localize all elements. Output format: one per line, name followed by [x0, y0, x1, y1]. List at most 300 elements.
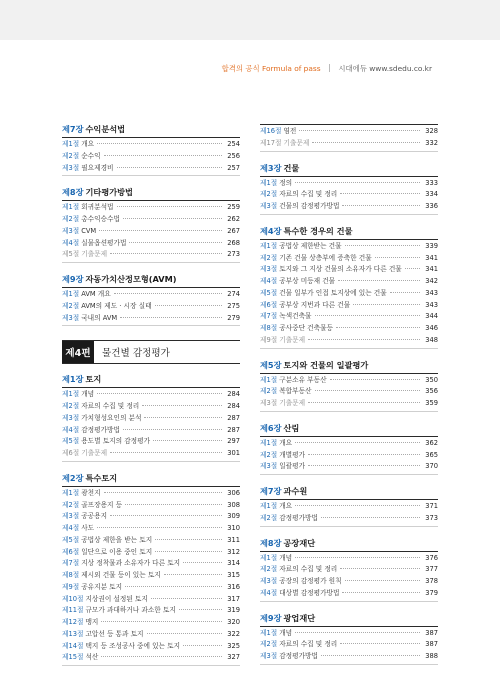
toc-entry[interactable] — [260, 264, 438, 276]
toc-entry[interactable] — [260, 241, 438, 253]
dot-leader — [308, 454, 420, 455]
dot-leader — [308, 339, 420, 340]
chapter-number: 제9장 — [260, 612, 282, 623]
entry-section-number: 제1절 — [260, 375, 278, 384]
entry-page-number: 379 — [425, 588, 438, 597]
toc-entry[interactable] — [62, 151, 240, 163]
entry-label: 석산 — [85, 653, 99, 662]
entry-list — [260, 552, 438, 602]
chapter-title: 산림 — [283, 422, 300, 433]
entry-page-number: 339 — [425, 241, 438, 250]
entry-section-number: 제3절 — [260, 577, 278, 585]
toc-entry[interactable] — [260, 300, 438, 312]
entry-label: 개념 — [279, 628, 293, 637]
entry-label: 일단으로 이용 중인 토지 — [81, 547, 153, 556]
entry-page-number: 376 — [425, 553, 438, 562]
dot-leader — [153, 440, 222, 441]
chapter-heading[interactable] — [260, 423, 438, 437]
chapter-heading[interactable] — [260, 486, 438, 500]
toc-entry[interactable] — [62, 511, 240, 523]
dot-leader — [390, 292, 420, 293]
chapter-title: 토지 — [85, 374, 102, 385]
entry-label: 광천지 — [81, 488, 101, 497]
header-tagline-en: Formula of pass — [261, 64, 321, 73]
entry-page-number: 311 — [227, 535, 240, 544]
entry-label: CVM — [81, 226, 97, 235]
toc-entry[interactable] — [62, 582, 240, 594]
dot-leader — [315, 315, 421, 316]
toc-entry[interactable] — [260, 398, 438, 410]
toc-entry[interactable] — [260, 513, 438, 525]
dot-leader — [155, 539, 222, 540]
dot-leader — [295, 632, 420, 633]
toc-entry[interactable] — [62, 594, 240, 606]
entry-page-number: 256 — [227, 151, 240, 160]
entry-label: 구분소유 부동산 — [279, 375, 327, 384]
dot-leader — [312, 142, 420, 143]
dot-leader — [110, 452, 222, 453]
toc-entry[interactable] — [62, 249, 240, 261]
entry-page-number: 284 — [227, 402, 240, 410]
dot-leader — [110, 515, 222, 516]
entry-label: 대상별 감정평가방법 — [279, 588, 340, 597]
dot-leader — [183, 645, 222, 646]
entry-page-number: 254 — [227, 140, 240, 148]
entry-section-number: 제2절 — [260, 513, 278, 522]
entry-label: 개념 — [81, 390, 95, 399]
toc-entry[interactable] — [62, 547, 240, 559]
entry-section-number: 제1절 — [260, 502, 278, 510]
chapter-number: 제6장 — [260, 422, 282, 433]
toc-entry[interactable] — [62, 401, 240, 413]
entry-page-number: 274 — [227, 290, 240, 298]
dot-leader — [151, 598, 222, 599]
entry-page-number: 387 — [425, 640, 438, 649]
toc-entry[interactable] — [62, 500, 240, 512]
toc-entry[interactable] — [260, 253, 438, 265]
dot-leader — [142, 405, 222, 406]
entry-label: 사도 — [81, 524, 95, 532]
entry-label: 기출문제 — [81, 449, 108, 457]
entry-page-number: 373 — [425, 513, 438, 522]
chapter-section — [260, 423, 438, 475]
entry-list — [260, 125, 438, 152]
part-heading — [62, 340, 240, 364]
dot-leader — [101, 621, 222, 622]
entry-list — [260, 177, 438, 215]
chapter-title: 수익분석법 — [85, 124, 126, 134]
entry-label: 기출문제 — [279, 399, 306, 407]
entry-page-number: 336 — [425, 202, 438, 210]
chapter-section — [62, 274, 240, 326]
entry-label: 순수익 — [81, 151, 101, 160]
header-url: www.sdedu.co.kr — [369, 64, 432, 73]
entry-label: 토지와 그 지상 건물의 소유자가 다른 건물 — [279, 265, 402, 274]
toc-entry[interactable] — [260, 386, 438, 398]
toc-entry[interactable] — [62, 448, 240, 460]
toc-entry[interactable] — [260, 178, 438, 190]
toc-entry[interactable] — [260, 553, 438, 565]
toc-entry[interactable] — [260, 189, 438, 201]
entry-section-number: 제3절 — [62, 163, 80, 172]
toc-entry[interactable] — [62, 413, 240, 425]
dot-leader — [315, 390, 421, 391]
entry-section-number: 제11절 — [62, 606, 84, 615]
entry-section-number: 제4절 — [260, 588, 278, 597]
entry-section-number: 제1절 — [260, 178, 278, 187]
entry-page-number: 297 — [227, 437, 240, 446]
entry-section-number: 제3절 — [260, 265, 278, 274]
dot-leader — [155, 551, 222, 552]
entry-label: 공유지분 토지 — [81, 582, 123, 591]
toc-entry[interactable] — [62, 389, 240, 401]
entry-section-number: 제3절 — [62, 413, 80, 422]
entry-page-number: 341 — [425, 265, 438, 274]
dot-leader — [299, 130, 420, 131]
toc-entry[interactable] — [62, 226, 240, 238]
dot-leader — [340, 568, 420, 569]
chapter-section — [260, 613, 438, 665]
toc-entry[interactable] — [260, 564, 438, 576]
dot-leader — [164, 574, 222, 575]
toc-entry[interactable] — [62, 214, 240, 226]
entry-section-number: 제17절 — [260, 138, 282, 147]
entry-page-number: 284 — [227, 390, 240, 399]
entry-page-number: 268 — [227, 238, 240, 247]
toc-entry[interactable] — [260, 276, 438, 288]
chapter-number: 제4장 — [260, 225, 282, 236]
entry-label: 실물옵션평가법 — [81, 238, 127, 247]
entry-section-number: 제5절 — [62, 437, 80, 446]
toc-entry[interactable] — [62, 652, 240, 664]
entry-list — [260, 437, 438, 475]
page-header — [222, 63, 432, 74]
dot-leader — [342, 205, 420, 206]
entry-page-number: 257 — [227, 163, 240, 172]
toc-entry[interactable] — [62, 289, 240, 301]
entry-page-number: 356 — [425, 387, 438, 396]
entry-page-number: 317 — [227, 594, 240, 603]
entry-label: 총수익승수법 — [81, 215, 120, 223]
entry-section-number: 제1절 — [62, 203, 80, 212]
entry-page-number: 306 — [227, 488, 240, 497]
entry-section-number: 제5절 — [62, 535, 80, 544]
dot-leader — [125, 586, 222, 587]
chapter-heading[interactable] — [260, 163, 438, 177]
entry-page-number: 342 — [425, 277, 438, 285]
entry-page-number: 314 — [227, 559, 240, 568]
dot-leader — [330, 379, 420, 380]
chapter-number: 제5장 — [260, 359, 282, 370]
entry-section-number: 제9절 — [260, 335, 278, 344]
entry-page-number: 287 — [227, 413, 240, 422]
chapter-title: 토지와 건물의 일괄평가 — [283, 359, 369, 370]
toc-entry[interactable] — [62, 641, 240, 653]
toc-entry[interactable] — [260, 201, 438, 213]
entry-label: 개별평가 — [279, 450, 306, 459]
entry-section-number: 제3절 — [62, 313, 80, 322]
dot-leader — [120, 317, 222, 318]
part-number: 제4편 — [62, 341, 94, 363]
dot-leader — [97, 393, 222, 394]
entry-label: 감정평가방법 — [279, 513, 318, 522]
dot-leader — [144, 417, 222, 418]
chapter-heading[interactable] — [260, 226, 438, 240]
entry-section-number: 제3절 — [260, 462, 278, 471]
toc-column-right — [260, 124, 438, 676]
toc-entry[interactable] — [260, 138, 438, 150]
entry-list — [62, 138, 240, 176]
dot-leader — [117, 206, 223, 207]
chapter-section — [62, 473, 240, 666]
chapter-heading[interactable] — [260, 613, 438, 627]
toc-entry[interactable] — [62, 558, 240, 570]
entry-section-number: 제3절 — [62, 226, 80, 235]
entry-page-number: 319 — [227, 606, 240, 615]
dot-leader — [179, 609, 222, 610]
toc-entry[interactable] — [260, 651, 438, 663]
dot-leader — [295, 442, 420, 443]
dot-leader — [295, 557, 420, 558]
dot-leader — [342, 592, 420, 593]
toc-entry[interactable] — [260, 323, 438, 335]
dot-leader — [340, 643, 420, 644]
chapter-section — [62, 374, 240, 462]
entry-section-number: 제1절 — [260, 553, 278, 562]
entry-label: 개요 — [81, 140, 95, 148]
toc-entry[interactable] — [62, 313, 240, 325]
entry-section-number: 제6절 — [260, 300, 278, 309]
dot-leader — [97, 527, 222, 528]
chapter-heading[interactable] — [62, 374, 240, 388]
entry-page-number: 333 — [425, 178, 438, 187]
chapter-heading[interactable] — [260, 538, 438, 552]
dot-leader — [147, 633, 223, 634]
header-divider — [329, 64, 330, 72]
dot-leader — [295, 505, 420, 506]
entry-label: 공법상 제한을 받는 토지 — [81, 535, 153, 544]
entry-section-number: 제3절 — [260, 202, 278, 210]
chapter-section — [62, 124, 240, 176]
toc-entry[interactable] — [62, 139, 240, 151]
entry-page-number: 348 — [425, 335, 438, 344]
entry-label: 자료의 수집 및 정리 — [279, 190, 338, 199]
toc-entry[interactable] — [62, 629, 240, 641]
entry-section-number: 제6절 — [62, 547, 80, 556]
entry-label: 가치형성요인의 분석 — [81, 413, 142, 422]
entry-section-number: 제2절 — [260, 253, 278, 262]
entry-page-number: 312 — [227, 547, 240, 556]
dot-leader — [321, 517, 420, 518]
entry-section-number: 제6절 — [62, 449, 80, 457]
toc-entry[interactable] — [260, 461, 438, 473]
entry-label: 복합부동산 — [279, 387, 312, 396]
entry-label: 공부상 미등재 건물 — [279, 277, 336, 285]
entry-section-number: 제4절 — [62, 524, 80, 532]
chapter-heading[interactable] — [62, 473, 240, 487]
dot-leader — [155, 305, 222, 306]
chapter-heading[interactable] — [62, 124, 240, 138]
entry-section-number: 제10절 — [62, 594, 84, 603]
entry-page-number: 388 — [425, 652, 438, 660]
dot-leader — [353, 304, 420, 305]
chapter-section — [260, 226, 438, 349]
entry-page-number: 320 — [227, 618, 240, 626]
entry-label: 고압선 등 통과 토지 — [85, 629, 144, 638]
entry-section-number: 제3절 — [62, 512, 80, 521]
chapter-title: 자동가치산정모형(AVM) — [85, 274, 177, 284]
entry-label: 기존 건물 상층부에 증축한 건물 — [279, 253, 372, 262]
toc-entry[interactable] — [260, 288, 438, 300]
entry-page-number: 343 — [425, 288, 438, 297]
entry-page-number: 362 — [425, 438, 438, 447]
entry-section-number: 제2절 — [62, 500, 80, 509]
entry-section-number: 제2절 — [62, 215, 80, 223]
dot-leader — [110, 253, 222, 254]
chapter-section — [260, 163, 438, 215]
entry-page-number: 334 — [425, 190, 438, 199]
entry-page-number: 370 — [425, 462, 438, 471]
toc-entry[interactable] — [260, 438, 438, 450]
entry-list — [260, 240, 438, 349]
entry-label: 공사중단 건축물등 — [279, 324, 333, 332]
toc-entry[interactable] — [62, 605, 240, 617]
entry-page-number: 371 — [425, 502, 438, 510]
entry-label: 용도별 토지의 감정평가 — [81, 437, 151, 446]
chapter-section — [260, 124, 438, 152]
entry-page-number: 316 — [227, 582, 240, 591]
toc-entry[interactable] — [260, 126, 438, 138]
entry-label: 일괄평가 — [279, 462, 306, 471]
toc-entry[interactable] — [260, 576, 438, 588]
chapter-number: 제2장 — [62, 472, 84, 483]
toc-entry[interactable] — [62, 617, 240, 629]
entry-section-number: 제3절 — [260, 652, 278, 660]
entry-section-number: 제13절 — [62, 629, 84, 638]
entry-label: 기출문제 — [81, 250, 108, 259]
toc-entry[interactable] — [260, 628, 438, 640]
entry-label: 감정평가방법 — [81, 425, 120, 434]
entry-section-number: 제2절 — [260, 640, 278, 649]
chapter-number: 제7장 — [260, 486, 282, 496]
entry-label: 맹지 — [85, 618, 99, 626]
entry-page-number: 332 — [425, 138, 438, 147]
entry-page-number: 387 — [425, 628, 438, 637]
entry-page-number: 344 — [425, 312, 438, 321]
entry-section-number: 제7절 — [62, 559, 80, 568]
entry-section-number: 제2절 — [62, 402, 80, 410]
entry-label: 공법상 제한받는 건물 — [279, 241, 342, 250]
dot-leader — [101, 656, 222, 657]
toc-entry[interactable] — [62, 570, 240, 582]
entry-label: 개념 — [279, 553, 293, 562]
entry-list — [62, 201, 240, 263]
entry-page-number: 328 — [425, 127, 438, 135]
chapter-heading[interactable] — [62, 187, 240, 201]
dot-leader — [104, 155, 222, 156]
entry-section-number: 제5절 — [260, 288, 278, 297]
entry-label: 지상권이 설정된 토지 — [85, 594, 148, 603]
entry-section-number: 제1절 — [260, 628, 278, 637]
entry-page-number: 275 — [227, 301, 240, 310]
entry-section-number: 제16절 — [260, 127, 282, 135]
entry-section-number: 제4절 — [62, 238, 80, 247]
entry-section-number: 제1절 — [260, 241, 278, 250]
toc-entry[interactable] — [260, 450, 438, 462]
toc-entry[interactable] — [62, 523, 240, 535]
entry-section-number: 제7절 — [260, 312, 278, 321]
entry-label: 건물의 감정평가방법 — [279, 202, 340, 210]
toc-entry[interactable] — [62, 238, 240, 250]
dot-leader — [345, 580, 420, 581]
entry-label: 제시외 건물 등이 있는 토지 — [81, 571, 161, 579]
entry-list — [62, 288, 240, 326]
entry-label: 골프장용지 등 — [81, 500, 123, 509]
toc-column-left — [62, 124, 240, 677]
entry-label: 기출문제 — [283, 138, 310, 147]
chapter-section — [260, 360, 438, 412]
toc-entry[interactable] — [62, 301, 240, 313]
entry-page-number: 310 — [227, 524, 240, 532]
chapter-title: 특수토지 — [85, 472, 118, 483]
chapter-section — [62, 187, 240, 263]
entry-label: 회귀분석법 — [81, 203, 114, 212]
toc-entry[interactable] — [62, 436, 240, 448]
toc-entry[interactable] — [62, 535, 240, 547]
dot-leader — [338, 280, 420, 281]
dot-leader — [104, 492, 222, 493]
dot-leader — [183, 562, 222, 563]
dot-leader — [336, 327, 420, 328]
entry-label: 지상 정착물과 소유자가 다른 토지 — [81, 559, 181, 568]
toc-entry[interactable] — [260, 639, 438, 651]
toc-entry[interactable] — [260, 335, 438, 347]
toc-entry[interactable] — [62, 488, 240, 500]
entry-label: 개요 — [279, 438, 293, 447]
dot-leader — [340, 193, 420, 194]
chapter-number: 제8장 — [62, 187, 84, 198]
entry-label: AVM의 제도 · 시장 실태 — [81, 301, 152, 310]
entry-label: 공장의 감정평가 원칙 — [279, 577, 342, 585]
entry-page-number: 322 — [227, 629, 240, 638]
entry-section-number: 제2절 — [260, 387, 278, 396]
entry-label: 정의 — [279, 178, 293, 187]
toc-entry[interactable] — [260, 311, 438, 323]
chapter-heading[interactable] — [62, 274, 240, 288]
dot-leader — [123, 429, 222, 430]
dot-leader — [295, 182, 420, 183]
entry-section-number: 제8절 — [62, 571, 80, 579]
toc-entry[interactable] — [260, 501, 438, 513]
chapter-number: 제1장 — [62, 374, 84, 385]
chapter-heading[interactable] — [260, 360, 438, 374]
entry-section-number: 제4절 — [260, 277, 278, 285]
toc-entry[interactable] — [62, 425, 240, 437]
entry-label: 자료의 수집 및 정리 — [279, 640, 338, 649]
toc-entry[interactable] — [260, 375, 438, 387]
dot-leader — [321, 655, 420, 656]
toc-entry[interactable] — [62, 202, 240, 214]
chapter-section — [260, 486, 438, 527]
entry-section-number: 제14절 — [62, 641, 84, 650]
toc-entry[interactable] — [260, 588, 438, 600]
entry-page-number: 267 — [227, 226, 240, 235]
entry-page-number: 315 — [227, 571, 240, 579]
entry-section-number: 제2절 — [62, 151, 80, 160]
entry-page-number: 341 — [425, 253, 438, 262]
entry-section-number: 제1절 — [62, 290, 80, 298]
toc-entry[interactable] — [62, 163, 240, 175]
